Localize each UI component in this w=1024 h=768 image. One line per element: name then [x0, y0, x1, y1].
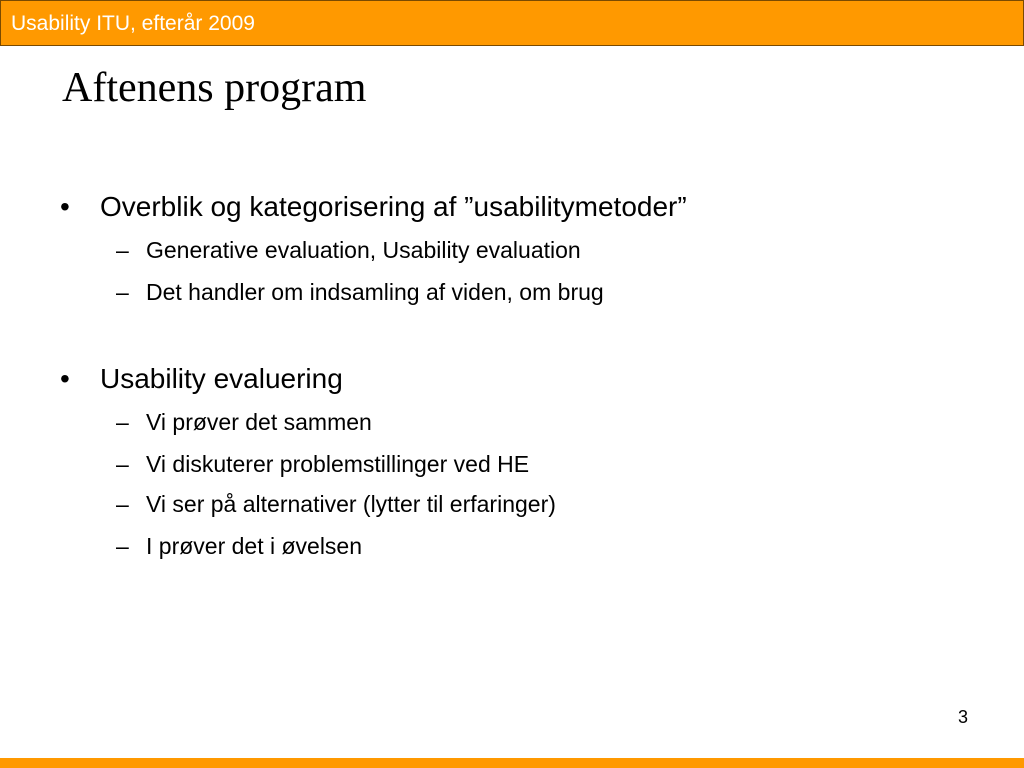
bullet-item: Usability evaluering — [100, 363, 343, 394]
footer-bar — [0, 758, 1024, 768]
dash-icon: – — [116, 237, 129, 263]
header-title: Usability ITU, efterår 2009 — [11, 12, 255, 35]
sub-item: Generative evaluation, Usability evaluation — [146, 237, 581, 263]
dash-icon: – — [116, 279, 129, 305]
sub-item: Det handler om indsamling af viden, om brug — [146, 279, 604, 305]
bullet-icon: • — [60, 191, 70, 222]
sub-item: Vi ser på alternativer (lytter til erfaringer) — [146, 491, 556, 517]
dash-icon: – — [116, 409, 129, 435]
sub-item: I prøver det i øvelsen — [146, 533, 363, 559]
sub-item: Vi diskuterer problemstillinger ved HE — [146, 451, 530, 477]
dash-icon: – — [116, 491, 129, 517]
sub-item: Vi prøver det sammen — [146, 409, 372, 435]
slide-title: Aftenens program — [62, 65, 367, 111]
bullet-item: Overblik og kategorisering af ”usabilitymetoder” — [100, 191, 687, 222]
bullet-icon: • — [60, 363, 70, 394]
dash-icon: – — [116, 533, 129, 559]
dash-icon: – — [116, 451, 129, 477]
page-number: 3 — [957, 707, 968, 727]
